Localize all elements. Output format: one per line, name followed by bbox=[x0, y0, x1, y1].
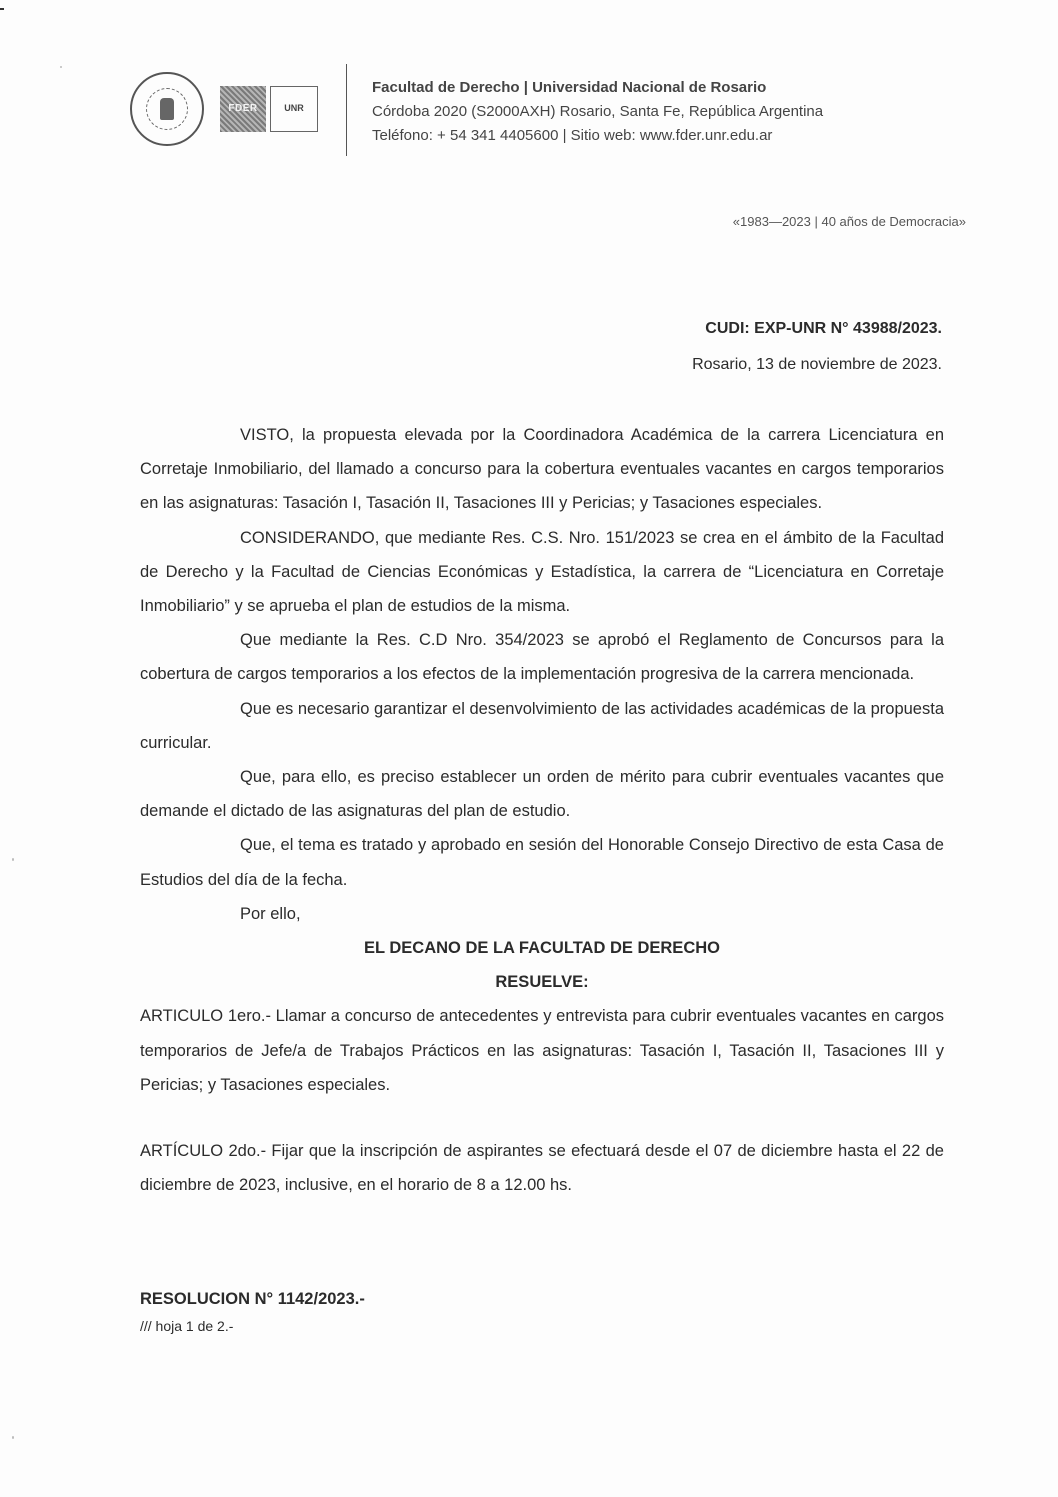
letterhead bbox=[120, 60, 900, 160]
unr-logo: UNR bbox=[270, 86, 318, 132]
considerando-paragraph: CONSIDERANDO, que mediante Res. C.S. Nro. 151/2023 se crea en el ámbito de la Facultad de Derecho y la Facultad de Ciencias Económicas y Estadística, la carrera de “Licenciatura en Corretaje Inmobiliario” y se aprueba el plan de estudios de la misma. bbox=[140, 528, 944, 616]
institution-contact: Teléfono: + 54 341 4405600 | Sitio web: www.fder.unr.edu.ar bbox=[372, 127, 773, 144]
scan-speck bbox=[60, 66, 62, 68]
scan-speck bbox=[12, 1436, 14, 1439]
que-paragraph-4: Que, el tema es tratado y aprobado en sesión del Honorable Consejo Directivo de esta Casa de Estudios del día de la fecha. bbox=[140, 836, 944, 889]
decano-heading: EL DECANO DE LA FACULTAD DE DERECHO bbox=[364, 939, 720, 958]
file-number: CUDI: EXP-UNR N° 43988/2023. bbox=[705, 320, 942, 337]
por-ello: Por ello, bbox=[240, 904, 301, 923]
que-paragraph-2: Que es necesario garantizar el desenvolvimiento de las actividades académicas de la propuesta curricular. bbox=[140, 699, 944, 752]
scan-speck bbox=[12, 858, 14, 861]
resolution-number: RESOLUCION N° 1142/2023.- bbox=[140, 1290, 365, 1308]
fder-logo: FDER bbox=[220, 86, 266, 132]
scan-speck bbox=[0, 8, 4, 10]
header-divider bbox=[346, 64, 347, 156]
visto-paragraph: VISTO, la propuesta elevada por la Coordinadora Académica de la carrera Licenciatura en Corretaje Inmobiliario, del llamado a concurso para la cobertura eventuales vacantes en cargos temporarios en las asignaturas: Tasación I, Tasación II, Tasaciones III y Pericias; y Tasaciones especiales. bbox=[140, 426, 944, 513]
que-paragraph-3: Que, para ello, es preciso establecer un orden de mérito para cubrir eventuales vacantes que demande el dictado de las asignaturas del plan de estudio. bbox=[140, 768, 944, 821]
article-1: ARTICULO 1ero.- Llamar a concurso de antecedentes y entrevista para cubrir eventuales vacantes en cargos temporarios de Jefe/a de Trabajos Prácticos en las asignaturas: Tasación I, Tasación II, Tasaciones III y Pericias; y Tasaciones especiales. bbox=[140, 1007, 944, 1094]
article-2: ARTÍCULO 2do.- Fijar que la inscripción de aspirantes se efectuará desde el 07 de diciembre hasta el 22 de diciembre de 2023, inclusive, en el horario de 8 a 12.00 hs. bbox=[140, 1142, 944, 1195]
resuelve-heading: RESUELVE: bbox=[495, 973, 589, 992]
institution-name: Facultad de Derecho | Universidad Nacional de Rosario bbox=[372, 79, 767, 96]
university-seal-icon bbox=[130, 72, 204, 146]
que-paragraph-1: Que mediante la Res. C.D Nro. 354/2023 se aprobó el Reglamento de Concursos para la cobertura de cargos temporarios a los efectos de la implementación progresiva de la carrera mencionada. bbox=[140, 631, 944, 684]
page-indicator: /// hoja 1 de 2.- bbox=[140, 1318, 234, 1334]
institution-info bbox=[372, 76, 823, 148]
motto: «1983—2023 | 40 años de Democracia» bbox=[732, 214, 966, 229]
document-date: Rosario, 13 de noviembre de 2023. bbox=[692, 356, 942, 373]
resolution-body bbox=[140, 418, 944, 1202]
institution-address: Córdoba 2020 (S2000AXH) Rosario, Santa Fe, República Argentina bbox=[372, 103, 824, 120]
